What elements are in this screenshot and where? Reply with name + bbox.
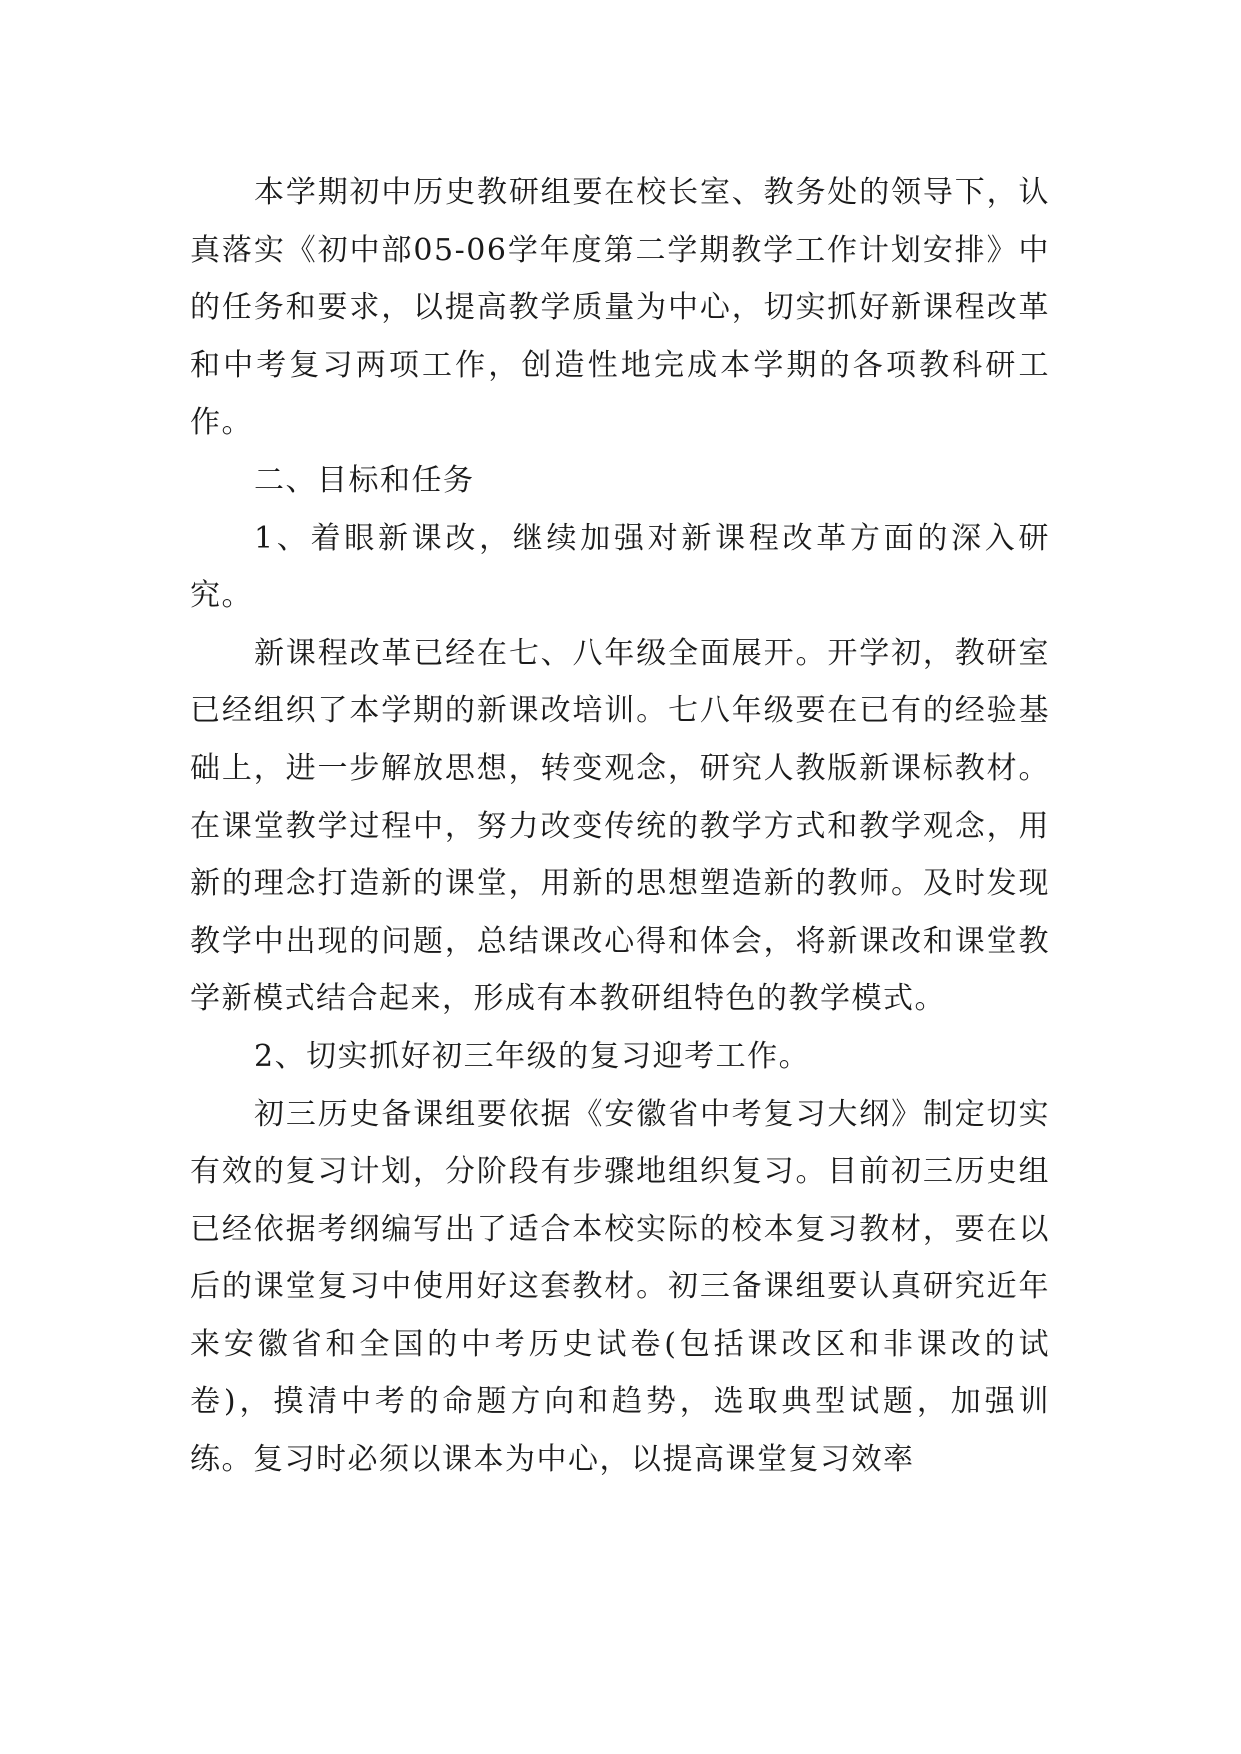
item-heading-2: 2、切实抓好初三年级的复习迎考工作。 [254, 1038, 811, 1074]
section-heading-goals: 二、目标和任务 [254, 462, 475, 498]
document-body [190, 164, 1050, 1489]
paragraph-intro: 本学期初中历史教研组要在校长室、教务处的领导下，认真落实《初中部05-06学年度第二学期教学工作计划安排》中的任务和要求，以提高教学质量为中心，切实抓好新课程改革和中考复习两项工作，创造性地完成本学期的各项教科研工作。 [190, 175, 1050, 441]
item-heading-1: 1、着眼新课改，继续加强对新课程改革方面的深入研究。 [190, 520, 1050, 614]
paragraph-new-curriculum: 新课程改革已经在七、八年级全面展开。开学初，教研室已经组织了本学期的新课改培训。七八年级要在已有的经验基础上，进一步解放思想，转变观念，研究人教版新课标教材。在课堂教学过程中，努力改变传统的教学方式和教学观念，用新的理念打造新的课堂，用新的思想塑造新的教师。及时发现教学中出现的问题，总结课改心得和体会，将新课改和课堂教学新模式结合起来，形成有本教研组特色的教学模式。 [190, 635, 1050, 1017]
paragraph-exam-review: 初三历史备课组要依据《安徽省中考复习大纲》制定切实有效的复习计划，分阶段有步骤地组织复习。目前初三历史组已经依据考纲编写出了适合本校实际的校本复习教材，要在以后的课堂复习中使用好这套教材。初三备课组要认真研究近年来安徽省和全国的中考历史试卷(包括课改区和非课改的试卷)，摸清中考的命题方向和趋势，选取典型试题，加强训练。复习时必须以课本为中心，以提高课堂复习效率 [190, 1096, 1050, 1478]
